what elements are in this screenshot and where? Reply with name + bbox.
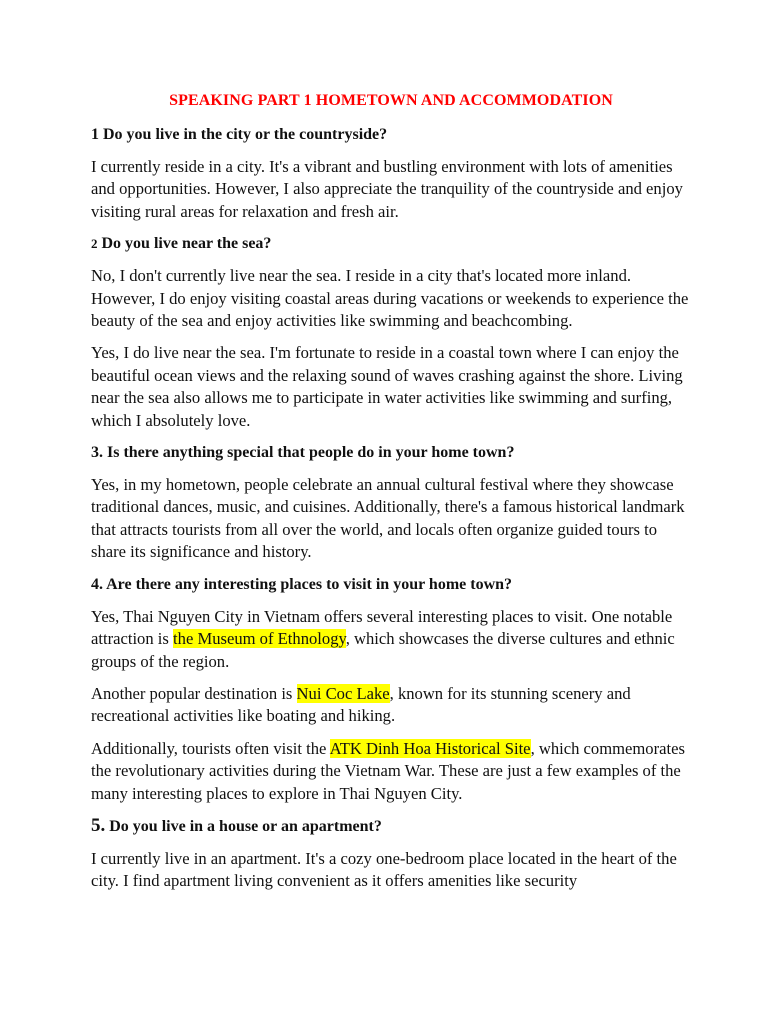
- answer-2a: No, I don't currently live near the sea. I reside in a city that's located more inland. However, I do enjoy visiting coastal areas during vacations or weekends to experience the beauty of the sea and enjoy activities like swimming and beachcombing.: [91, 266, 689, 331]
- answer-2b: Yes, I do live near the sea. I'm fortunate to reside in a coastal town where I can enjoy the beautiful ocean views and the relaxing sound of waves crashing against the shore. Living near the sea also allows me to participate in water activities like swimming and surfing, which I absolutely love.: [91, 343, 683, 430]
- question-2: [91, 233, 691, 255]
- answer-4c-pre: Additionally, tourists often visit the: [91, 738, 330, 758]
- answer-1: I currently reside in a city. It's a vibrant and bustling environment with lots of amenities and opportunities. However, I also appreciate the tranquility of the countryside and enjoy visiting rural areas for relaxation and fresh air.: [91, 157, 683, 221]
- question-1: 1 Do you live in the city or the countryside?: [91, 126, 388, 143]
- question-5-text: Do you live in a house or an apartment?: [109, 817, 382, 835]
- answer-3: Yes, in my hometown, people celebrate an annual cultural festival where they showcase traditional dances, music, and cuisines. Additionally, there's a famous historical landmark that attracts tourists from all over the world, and locals often organize guided tours to share its significance and history.: [91, 475, 685, 562]
- question-2-number: 2: [91, 236, 98, 252]
- answer-4b: [91, 683, 691, 728]
- highlight-museum-of-ethnology: the Museum of Ethnology: [173, 629, 346, 649]
- answer-4a-post: , which showcases the diverse cultures and ethnic groups of the region.: [91, 629, 675, 671]
- answer-4a: [91, 606, 691, 673]
- answer-4c-post: , which commemorates the revolutionary activities during the Vietnam War. These are just a few examples of the many interesting places to explore in Thai Nguyen City.: [91, 738, 685, 803]
- answer-4b-pre: Another popular destination is: [91, 683, 297, 703]
- answer-4a-pre: Yes, Thai Nguyen City in Vietnam offers several interesting places to visit. One notable attraction is: [91, 606, 673, 649]
- document-title: SPEAKING PART 1 HOMETOWN AND ACCOMMODATION: [169, 92, 613, 109]
- question-4: 4. Are there any interesting places to visit in your home town?: [91, 575, 513, 593]
- answer-5: I currently live in an apartment. It's a cozy one-bedroom place located in the heart of the city. I find apartment living convenient as it offers amenities like security: [91, 848, 677, 891]
- highlight-atk-dinh-hoa: ATK Dinh Hoa Historical Site: [329, 738, 531, 758]
- question-5: [91, 815, 691, 838]
- answer-4c: [91, 738, 691, 805]
- highlight-nui-coc-lake: Nui Coc Lake: [296, 683, 390, 703]
- answer-4b-post: , known for its stunning scenery and recreational activities like boating and hiking.: [91, 683, 631, 726]
- question-2-text: Do you live near the sea?: [101, 235, 272, 253]
- document-page: [91, 92, 691, 903]
- question-5-number: 5.: [91, 814, 106, 836]
- question-3: 3. Is there anything special that people do in your home town?: [91, 444, 515, 462]
